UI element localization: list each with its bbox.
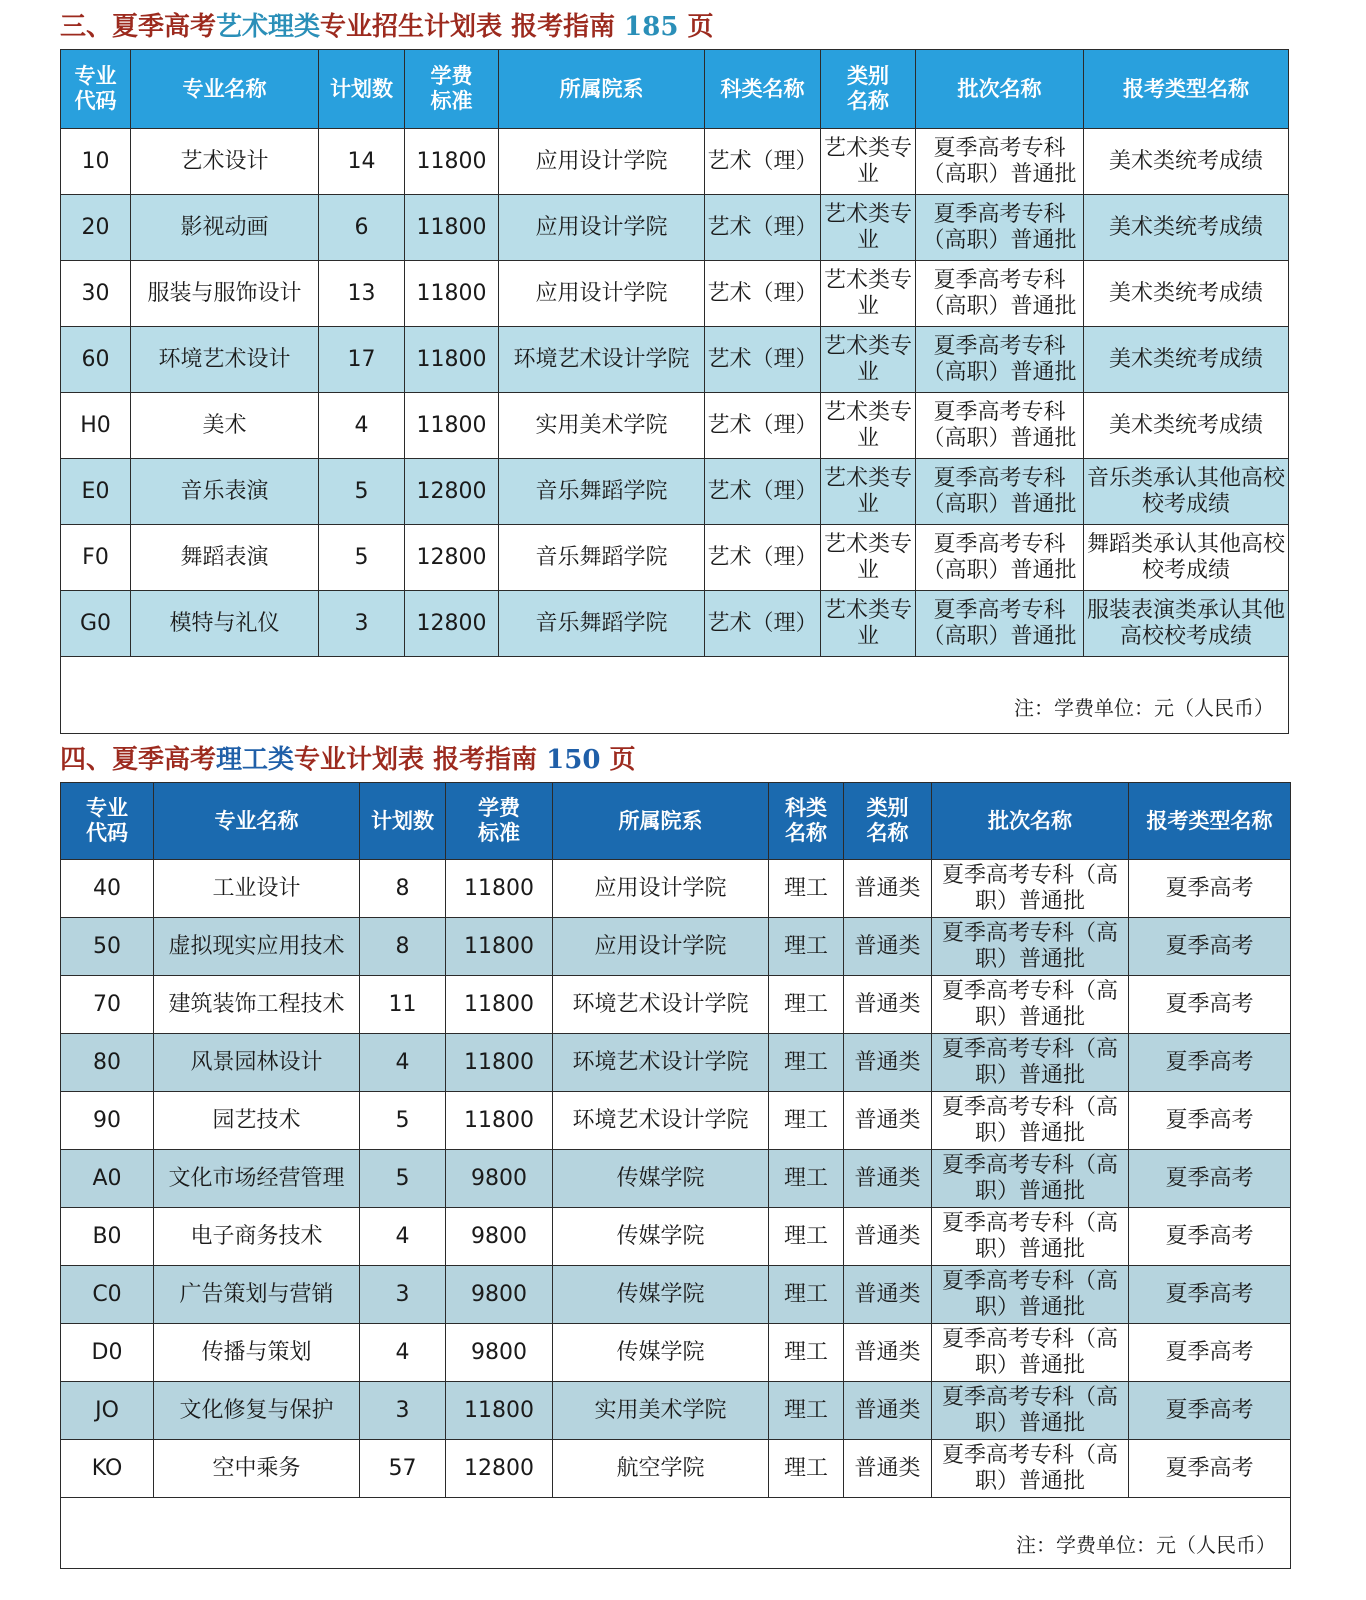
cell-major-code: 30 <box>61 261 131 327</box>
cell-category-name: 艺术类专业 <box>821 129 916 195</box>
table-row <box>61 1324 1291 1382</box>
cell-major-name: 建筑装饰工程技术 <box>154 976 360 1034</box>
header-subject-category: 科类名称 <box>705 50 821 129</box>
cell-major-code: F0 <box>61 525 131 591</box>
cell-application-type: 美术类统考成绩 <box>1084 261 1289 327</box>
cell-application-type: 美术类统考成绩 <box>1084 393 1289 459</box>
cell-application-type: 服装表演类承认其他高校校考成绩 <box>1084 591 1289 657</box>
cell-category-name: 普通类 <box>844 1324 932 1382</box>
cell-category-name: 艺术类专业 <box>821 261 916 327</box>
cell-plan-count: 14 <box>319 129 405 195</box>
table-row <box>61 327 1289 393</box>
cell-major-name: 音乐表演 <box>131 459 319 525</box>
cell-department: 音乐舞蹈学院 <box>499 525 705 591</box>
cell-department: 传媒学院 <box>553 1208 769 1266</box>
cell-subject-category: 理工 <box>769 918 844 976</box>
cell-batch-name: 夏季高考专科（高职）普通批 <box>916 525 1084 591</box>
cell-department: 应用设计学院 <box>499 195 705 261</box>
cell-major-name: 文化市场经营管理 <box>154 1150 360 1208</box>
table-row <box>61 918 1291 976</box>
cell-tuition: 12800 <box>446 1440 553 1498</box>
cell-application-type: 夏季高考 <box>1129 1208 1291 1266</box>
cell-application-type: 音乐类承认其他高校校考成绩 <box>1084 459 1289 525</box>
table-row <box>61 976 1291 1034</box>
cell-subject-category: 艺术（理） <box>705 195 821 261</box>
cell-plan-count: 4 <box>360 1208 446 1266</box>
cell-application-type: 美术类统考成绩 <box>1084 129 1289 195</box>
cell-major-name: 园艺技术 <box>154 1092 360 1150</box>
header-category-name: 类别 名称 <box>821 50 916 129</box>
cell-category-name: 普通类 <box>844 1382 932 1440</box>
header-department: 所属院系 <box>553 783 769 860</box>
cell-major-name: 传播与策划 <box>154 1324 360 1382</box>
cell-application-type: 夏季高考 <box>1129 1034 1291 1092</box>
cell-subject-category: 理工 <box>769 1034 844 1092</box>
cell-subject-category: 理工 <box>769 1382 844 1440</box>
cell-tuition: 12800 <box>405 525 499 591</box>
cell-major-name: 风景园林设计 <box>154 1034 360 1092</box>
cell-plan-count: 5 <box>319 525 405 591</box>
cell-category-name: 普通类 <box>844 918 932 976</box>
cell-category-name: 艺术类专业 <box>821 327 916 393</box>
cell-category-name: 普通类 <box>844 976 932 1034</box>
cell-category-name: 普通类 <box>844 1150 932 1208</box>
cell-subject-category: 艺术（理） <box>705 393 821 459</box>
cell-department: 环境艺术设计学院 <box>553 1092 769 1150</box>
cell-major-name: 美术 <box>131 393 319 459</box>
cell-department: 实用美术学院 <box>499 393 705 459</box>
cell-plan-count: 3 <box>319 591 405 657</box>
cell-department: 应用设计学院 <box>553 918 769 976</box>
cell-batch-name: 夏季高考专科（高职）普通批 <box>932 1440 1129 1498</box>
cell-application-type: 夏季高考 <box>1129 860 1291 918</box>
cell-department: 应用设计学院 <box>499 261 705 327</box>
cell-application-type: 舞蹈类承认其他高校校考成绩 <box>1084 525 1289 591</box>
cell-batch-name: 夏季高考专科（高职）普通批 <box>916 327 1084 393</box>
cell-plan-count: 8 <box>360 918 446 976</box>
cell-department: 实用美术学院 <box>553 1382 769 1440</box>
cell-major-code: 70 <box>61 976 154 1034</box>
cell-subject-category: 艺术（理） <box>705 327 821 393</box>
table-header-row <box>61 50 1289 129</box>
cell-application-type: 夏季高考 <box>1129 1324 1291 1382</box>
header-plan-count: 计划数 <box>360 783 446 860</box>
cell-subject-category: 艺术（理） <box>705 459 821 525</box>
cell-major-name: 艺术设计 <box>131 129 319 195</box>
cell-major-name: 服装与服饰设计 <box>131 261 319 327</box>
cell-major-code: D0 <box>61 1324 154 1382</box>
cell-batch-name: 夏季高考专科（高职）普通批 <box>932 918 1129 976</box>
table-row <box>61 591 1289 657</box>
cell-tuition: 11800 <box>405 393 499 459</box>
cell-plan-count: 57 <box>360 1440 446 1498</box>
cell-major-name: 文化修复与保护 <box>154 1382 360 1440</box>
cell-batch-name: 夏季高考专科（高职）普通批 <box>932 1034 1129 1092</box>
cell-category-name: 普通类 <box>844 1208 932 1266</box>
cell-major-name: 环境艺术设计 <box>131 327 319 393</box>
cell-department: 应用设计学院 <box>553 860 769 918</box>
cell-department: 传媒学院 <box>553 1266 769 1324</box>
cell-major-name: 广告策划与营销 <box>154 1266 360 1324</box>
cell-application-type: 夏季高考 <box>1129 1266 1291 1324</box>
science-engineering-plan-table <box>60 782 1291 1569</box>
table-row <box>61 525 1289 591</box>
cell-major-code: KO <box>61 1440 154 1498</box>
cell-plan-count: 5 <box>360 1092 446 1150</box>
cell-category-name: 普通类 <box>844 1092 932 1150</box>
cell-major-code: H0 <box>61 393 131 459</box>
header-department: 所属院系 <box>499 50 705 129</box>
cell-tuition: 11800 <box>405 129 499 195</box>
table-row <box>61 1382 1291 1440</box>
cell-batch-name: 夏季高考专科（高职）普通批 <box>932 976 1129 1034</box>
cell-tuition: 9800 <box>446 1208 553 1266</box>
cell-application-type: 夏季高考 <box>1129 976 1291 1034</box>
cell-tuition: 11800 <box>405 261 499 327</box>
cell-batch-name: 夏季高考专科（高职）普通批 <box>916 129 1084 195</box>
cell-batch-name: 夏季高考专科（高职）普通批 <box>916 393 1084 459</box>
cell-plan-count: 3 <box>360 1266 446 1324</box>
cell-application-type: 夏季高考 <box>1129 1382 1291 1440</box>
cell-batch-name: 夏季高考专科（高职）普通批 <box>932 1324 1129 1382</box>
header-category-name: 类别 名称 <box>844 783 932 860</box>
cell-major-name: 工业设计 <box>154 860 360 918</box>
cell-plan-count: 4 <box>319 393 405 459</box>
cell-major-name: 空中乘务 <box>154 1440 360 1498</box>
cell-major-code: 60 <box>61 327 131 393</box>
cell-category-name: 普通类 <box>844 1266 932 1324</box>
cell-subject-category: 艺术（理） <box>705 129 821 195</box>
table-row <box>61 1266 1291 1324</box>
cell-plan-count: 4 <box>360 1324 446 1382</box>
cell-department: 环境艺术设计学院 <box>499 327 705 393</box>
cell-application-type: 美术类统考成绩 <box>1084 195 1289 261</box>
table-header-row <box>61 783 1291 860</box>
cell-category-name: 普通类 <box>844 860 932 918</box>
cell-plan-count: 13 <box>319 261 405 327</box>
cell-tuition: 9800 <box>446 1324 553 1382</box>
cell-department: 传媒学院 <box>553 1324 769 1382</box>
cell-application-type: 夏季高考 <box>1129 1440 1291 1498</box>
cell-subject-category: 理工 <box>769 1324 844 1382</box>
table-row <box>61 1150 1291 1208</box>
art-science-plan-table <box>60 49 1289 734</box>
table-row <box>61 129 1289 195</box>
header-application-type: 报考类型名称 <box>1129 783 1291 860</box>
cell-major-code: B0 <box>61 1208 154 1266</box>
cell-batch-name: 夏季高考专科（高职）普通批 <box>932 1092 1129 1150</box>
cell-batch-name: 夏季高考专科（高职）普通批 <box>916 195 1084 261</box>
cell-major-code: A0 <box>61 1150 154 1208</box>
cell-tuition: 12800 <box>405 459 499 525</box>
cell-plan-count: 5 <box>360 1150 446 1208</box>
cell-tuition: 11800 <box>405 195 499 261</box>
cell-major-code: 40 <box>61 860 154 918</box>
cell-plan-count: 17 <box>319 327 405 393</box>
cell-major-code: E0 <box>61 459 131 525</box>
header-major-code: 专业 代码 <box>61 50 131 129</box>
table-row <box>61 459 1289 525</box>
cell-plan-count: 11 <box>360 976 446 1034</box>
cell-department: 应用设计学院 <box>499 129 705 195</box>
cell-plan-count: 3 <box>360 1382 446 1440</box>
cell-subject-category: 理工 <box>769 976 844 1034</box>
header-subject-category: 科类 名称 <box>769 783 844 860</box>
cell-category-name: 艺术类专业 <box>821 459 916 525</box>
cell-department: 音乐舞蹈学院 <box>499 459 705 525</box>
cell-subject-category: 理工 <box>769 860 844 918</box>
cell-major-name: 影视动画 <box>131 195 319 261</box>
cell-category-name: 艺术类专业 <box>821 393 916 459</box>
cell-subject-category: 理工 <box>769 1150 844 1208</box>
cell-subject-category: 艺术（理） <box>705 525 821 591</box>
cell-department: 传媒学院 <box>553 1150 769 1208</box>
cell-batch-name: 夏季高考专科（高职）普通批 <box>932 1382 1129 1440</box>
table-row <box>61 1440 1291 1498</box>
header-batch-name: 批次名称 <box>932 783 1129 860</box>
table-row <box>61 261 1289 327</box>
cell-batch-name: 夏季高考专科（高职）普通批 <box>916 261 1084 327</box>
cell-category-name: 艺术类专业 <box>821 591 916 657</box>
cell-tuition: 11800 <box>446 1092 553 1150</box>
cell-tuition: 11800 <box>446 976 553 1034</box>
cell-department: 环境艺术设计学院 <box>553 1034 769 1092</box>
cell-major-name: 模特与礼仪 <box>131 591 319 657</box>
cell-tuition: 11800 <box>446 918 553 976</box>
cell-batch-name: 夏季高考专科（高职）普通批 <box>916 459 1084 525</box>
cell-batch-name: 夏季高考专科（高职）普通批 <box>916 591 1084 657</box>
cell-category-name: 艺术类专业 <box>821 525 916 591</box>
table-row <box>61 860 1291 918</box>
cell-category-name: 艺术类专业 <box>821 195 916 261</box>
cell-subject-category: 理工 <box>769 1092 844 1150</box>
cell-department: 航空学院 <box>553 1440 769 1498</box>
header-batch-name: 批次名称 <box>916 50 1084 129</box>
cell-tuition: 9800 <box>446 1150 553 1208</box>
cell-application-type: 夏季高考 <box>1129 918 1291 976</box>
cell-department: 音乐舞蹈学院 <box>499 591 705 657</box>
header-plan-count: 计划数 <box>319 50 405 129</box>
cell-major-name: 电子商务技术 <box>154 1208 360 1266</box>
cell-major-code: 10 <box>61 129 131 195</box>
table-row <box>61 1208 1291 1266</box>
section4-title: 四、夏季高考理工类专业计划表 报考指南 150 页 <box>60 745 636 775</box>
cell-major-name: 虚拟现实应用技术 <box>154 918 360 976</box>
table-row <box>61 195 1289 261</box>
cell-major-code: JO <box>61 1382 154 1440</box>
cell-plan-count: 4 <box>360 1034 446 1092</box>
cell-batch-name: 夏季高考专科（高职）普通批 <box>932 1266 1129 1324</box>
cell-subject-category: 艺术（理） <box>705 261 821 327</box>
cell-application-type: 美术类统考成绩 <box>1084 327 1289 393</box>
cell-category-name: 普通类 <box>844 1034 932 1092</box>
cell-batch-name: 夏季高考专科（高职）普通批 <box>932 1150 1129 1208</box>
header-major-name: 专业名称 <box>154 783 360 860</box>
cell-tuition: 11800 <box>446 1034 553 1092</box>
cell-subject-category: 理工 <box>769 1440 844 1498</box>
cell-tuition: 11800 <box>446 1382 553 1440</box>
cell-tuition: 11800 <box>446 860 553 918</box>
cell-tuition: 11800 <box>405 327 499 393</box>
cell-tuition: 9800 <box>446 1266 553 1324</box>
header-major-name: 专业名称 <box>131 50 319 129</box>
cell-subject-category: 理工 <box>769 1208 844 1266</box>
cell-major-name: 舞蹈表演 <box>131 525 319 591</box>
cell-major-code: C0 <box>61 1266 154 1324</box>
header-major-code: 专业 代码 <box>61 783 154 860</box>
cell-application-type: 夏季高考 <box>1129 1092 1291 1150</box>
header-tuition: 学费 标准 <box>405 50 499 129</box>
cell-subject-category: 理工 <box>769 1266 844 1324</box>
table-row <box>61 1034 1291 1092</box>
cell-plan-count: 6 <box>319 195 405 261</box>
cell-major-code: 50 <box>61 918 154 976</box>
cell-batch-name: 夏季高考专科（高职）普通批 <box>932 1208 1129 1266</box>
table-row <box>61 393 1289 459</box>
cell-major-code: 20 <box>61 195 131 261</box>
fee-unit-note: 注：学费单位：元（人民币） <box>61 657 1289 734</box>
header-application-type: 报考类型名称 <box>1084 50 1289 129</box>
section3-title: 三、夏季高考艺术理类专业招生计划表 报考指南 185 页 <box>60 12 714 42</box>
cell-major-code: 80 <box>61 1034 154 1092</box>
cell-major-code: G0 <box>61 591 131 657</box>
header-tuition: 学费 标准 <box>446 783 553 860</box>
cell-plan-count: 8 <box>360 860 446 918</box>
cell-category-name: 普通类 <box>844 1440 932 1498</box>
cell-plan-count: 5 <box>319 459 405 525</box>
cell-tuition: 12800 <box>405 591 499 657</box>
cell-department: 环境艺术设计学院 <box>553 976 769 1034</box>
cell-subject-category: 艺术（理） <box>705 591 821 657</box>
cell-application-type: 夏季高考 <box>1129 1150 1291 1208</box>
fee-unit-note: 注：学费单位：元（人民币） <box>61 1498 1291 1569</box>
cell-batch-name: 夏季高考专科（高职）普通批 <box>932 860 1129 918</box>
cell-major-code: 90 <box>61 1092 154 1150</box>
table-row <box>61 1092 1291 1150</box>
